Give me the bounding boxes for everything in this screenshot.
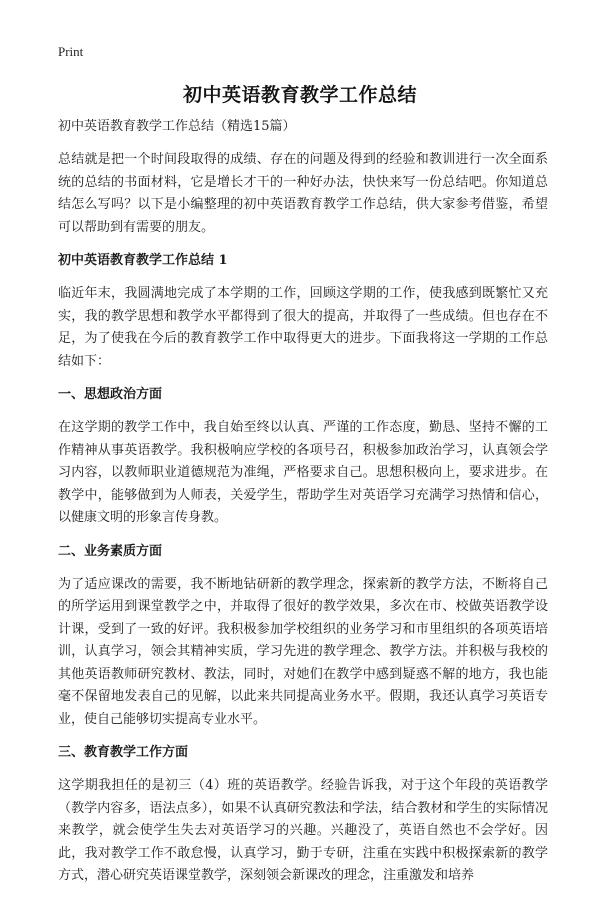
section-body-professional: 为了适应课改的需要，我不断地钻研新的教学理念，探索新的教学方法，不断将自己的所学运用到课堂教学之中，并取得了很好的教学效果，多次在市、校做英语教学设计课，受到了一致的好评。我积极参加学校组织的业务学习和市里组织的各项英语培训，认真学习，领会其精神实质，学习先进的教学理念、教学方法。并积极与我校的其他英语教师研究教材、教法，同时，对她们在教学中感到疑惑不解的地方，我也能毫不保留地发表自己的见解，以此来共同提高业务水平。假期，我还认真学习英语专业，使自己能够切实提高专业水平。 [58, 576, 548, 727]
print-link[interactable]: Print [58, 44, 84, 59]
section-heading-politics: 一、思想政治方面 [58, 387, 163, 402]
section-body-politics: 在这学期的教学工作中，我自始至终以认真、严谨的工作态度，勤恳、坚持不懈的工作精神从事英语教学。我积极响应学校的各项号召，积极参加政治学习，认真领会学习内容，以教师职业道德规范为准绳，严格要求自己。思想积极向上，要求进步。在教学中，能够做到为人师表，关爱学生，帮助学生对英语学习充满学习热情和信心，以健康文明的形象言传身教。 [58, 420, 548, 525]
document-subtitle: 初中英语教育教学工作总结（精选15篇） [58, 119, 296, 134]
section-heading-professional: 二、业务素质方面 [58, 543, 163, 559]
page-title: 初中英语教育教学工作总结 [182, 84, 417, 106]
article-intro-paragraph: 临近年末，我圆满地完成了本学期的工作，回顾这学期的工作，使我感到既繁忙又充实，我的教学思想和教学水平都得到了很大的提高，并取得了一些成绩。但也存在不足，为了使我在今后的教育教学工作中取得更大的进步。下面我将这一学期的工作总结如下： [58, 286, 548, 369]
intro-paragraph: 总结就是把一个时间段取得的成绩、存在的问题及得到的经验和教训进行一次全面系统的总结的书面材料，它是增长才干的一种好办法，快快来写一份总结吧。你知道总结怎么写吗？以下是小编整理的初中英语教育教学工作总结，供大家参考借鉴，希望可以帮助到有需要的朋友。 [58, 152, 548, 235]
section-body-teaching: 这学期我担任的是初三（4）班的英语教学。经验告诉我，对于这个年段的英语教学（教学内容多，语法点多），如果不认真研究教法和学法，结合教材和学生的实际情况来教学，就会使学生失去对英语学习的兴趣。兴趣没了，英语自然也不会学好。因此，我对教学工作不敢怠慢，认真学习，勤于专研，注重在实践中积极探索新的教学方式，潜心研究英语课堂教学，深刻领会新课改的理念，注重激发和培养 [58, 778, 548, 883]
article-heading: 初中英语教育教学工作总结 1 [58, 253, 228, 268]
section-heading-teaching: 三、教育教学工作方面 [58, 745, 189, 760]
document-body [58, 117, 548, 900]
